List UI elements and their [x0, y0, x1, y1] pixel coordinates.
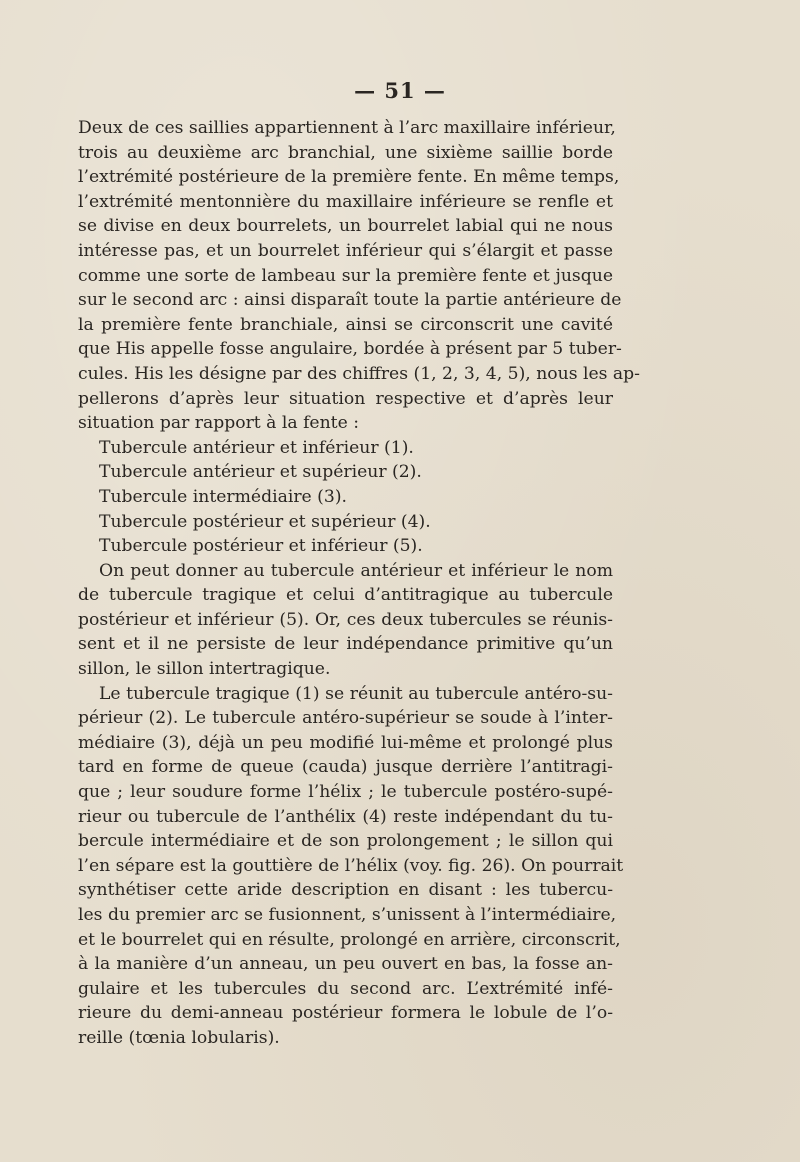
text-line: postérieur et inférieur (5). Or, ces deux tubercules se réunis- [78, 609, 613, 630]
text-line: sent et il ne persiste de leur indépendance primitive qu’un [78, 634, 613, 655]
text-line: de tubercule tragique et celui d’antitragique au tubercule [78, 585, 613, 606]
text-line: tard en forme de queue (cauda) jusque derrière l’antitragi- [78, 757, 613, 778]
text-line: cules. His les désigne par des chiffres (1, 2, 3, 4, 5), nous les ap- [78, 363, 640, 384]
text-line: comme une sorte de lambeau sur la première fente et jusque [78, 265, 613, 286]
text-line: les du premier arc se fusionnent, s’unissent à l’intermédiaire, [78, 905, 617, 925]
list-item: Tubercule intermédiaire (3). [99, 486, 347, 507]
text-line: l’extrémité mentonnière du maxillaire inférieure se renfle et [78, 191, 613, 212]
text-line: Deux de ces saillies appartiennent à l’arc maxillaire inférieur, [78, 118, 616, 138]
text-line: périeur (2). Le tubercule antéro-supérieur se soude à l’inter- [78, 708, 613, 729]
text-line: reille (tœnia lobularis). [78, 1027, 280, 1048]
page-number: — 51 — [354, 78, 446, 103]
list-item: Tubercule postérieur et inférieur (5). [99, 536, 423, 557]
list-item: Tubercule postérieur et supérieur (4). [99, 511, 431, 532]
text-line: l’extrémité postérieure de la première fente. En même temps, [78, 167, 620, 188]
text-line: Le tubercule tragique (1) se réunit au tubercule antéro-su- [99, 683, 613, 704]
text-line: gulaire et les tubercules du second arc. L’extrémité infé- [78, 978, 613, 999]
text-line: se divise en deux bourrelets, un bourrelet labial qui ne nous [78, 216, 613, 237]
text-line: l’en sépare est la gouttière de l’hélix (voy. fig. 26). On pourrait [78, 855, 624, 876]
list-item: Tubercule antérieur et supérieur (2). [99, 462, 422, 483]
text-line: pellerons d’après leur situation respective et d’après leur [78, 388, 613, 409]
body-text [78, 116, 640, 1051]
text-line: intéresse pas, et un bourrelet inférieur qui s’élargit et passe [78, 240, 613, 261]
list-item: Tubercule antérieur et inférieur (1). [99, 437, 414, 458]
text-line: sillon, le sillon intertragique. [78, 659, 331, 680]
text-line: rieur ou tubercule de l’anthélix (4) reste indépendant du tu- [78, 806, 613, 827]
text-line: à la manière d’un anneau, un peu ouvert en bas, la fosse an- [78, 954, 613, 975]
text-line: la première fente branchiale, ainsi se circonscrit une cavité [78, 314, 613, 335]
text-line: bercule intermédiaire et de son prolongement ; le sillon qui [78, 831, 613, 852]
text-line: trois au deuxième arc branchial, une sixième saillie borde [78, 142, 613, 163]
text-line: On peut donner au tubercule antérieur et inférieur le nom [99, 560, 613, 581]
text-line: que ; leur soudure forme l’hélix ; le tubercule postéro-supé- [78, 782, 613, 803]
text-line: sur le second arc : ainsi disparaît toute la partie antérieure de [78, 290, 622, 311]
text-line: rieure du demi-anneau postérieur formera le lobule de l’o- [78, 1003, 613, 1024]
text-line: situation par rapport à la fente : [78, 413, 360, 434]
text-line: et le bourrelet qui en résulte, prolongé en arrière, circonscrit, [78, 929, 621, 950]
text-line: synthétiser cette aride description en disant : les tubercu- [78, 880, 613, 901]
text-line: médiaire (3), déjà un peu modifié lui-même et prolongé plus [78, 732, 613, 753]
text-line: que His appelle fosse angulaire, bordée à présent par 5 tuber- [78, 339, 622, 360]
